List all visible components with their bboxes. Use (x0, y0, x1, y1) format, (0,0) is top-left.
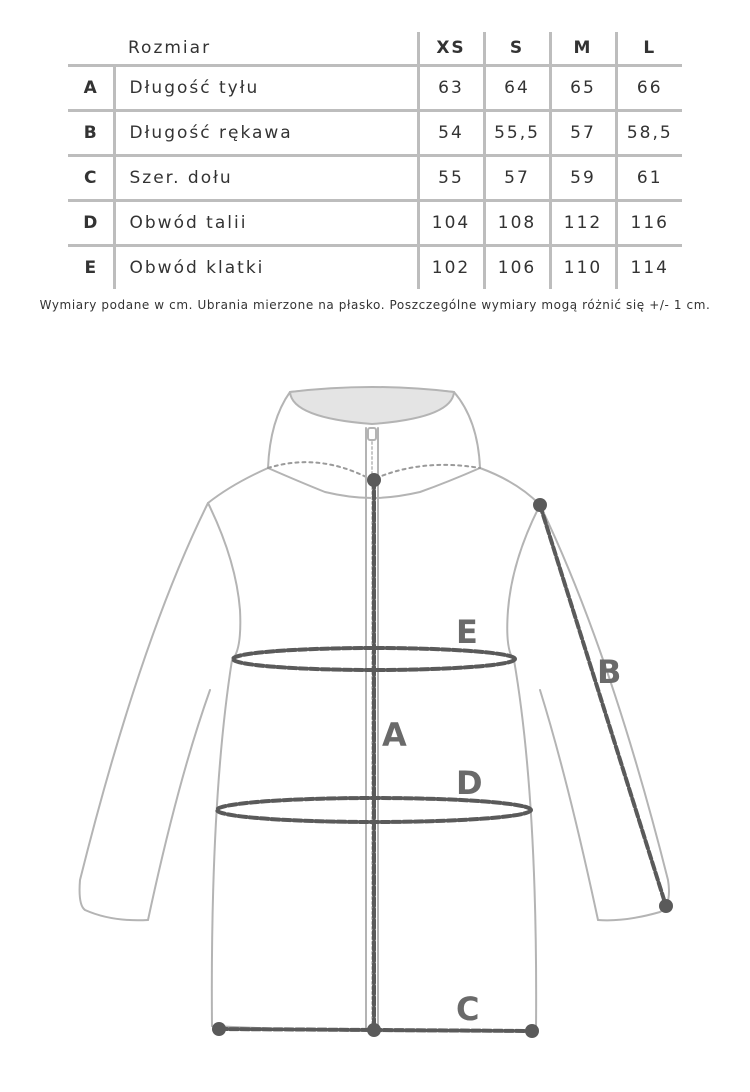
point-c-left (212, 1022, 226, 1036)
header-empty-cell (68, 32, 114, 66)
label-d: D (456, 764, 483, 802)
point-b-cuff (659, 899, 673, 913)
header-size-xs: XS (418, 32, 484, 66)
row-value: 58,5 (616, 111, 682, 156)
row-value: 116 (616, 201, 682, 246)
measurement-lines (217, 480, 666, 1031)
row-value: 64 (484, 66, 550, 111)
row-value: 61 (616, 156, 682, 201)
row-value: 106 (484, 246, 550, 290)
label-c: C (456, 990, 480, 1028)
measurement-note: Wymiary podane w cm. Ubrania mierzone na płasko. Poszczególne wymiary mogą różnić się +/- 1 cm. (39, 298, 711, 312)
row-measure-name: Szer. dołu (114, 156, 418, 201)
header-size-l: L (616, 32, 682, 66)
row-letter: B (68, 111, 114, 156)
point-c-right (525, 1024, 539, 1038)
row-value: 55,5 (484, 111, 550, 156)
point-c-center (367, 1023, 381, 1037)
label-a: A (382, 716, 407, 754)
jacket-diagram (0, 370, 750, 1070)
table-row (68, 201, 682, 246)
row-measure-name: Długość tyłu (114, 66, 418, 111)
row-value: 104 (418, 201, 484, 246)
label-e: E (456, 613, 478, 651)
row-value: 57 (550, 111, 616, 156)
header-size-m: M (550, 32, 616, 66)
row-value: 55 (418, 156, 484, 201)
row-value: 63 (418, 66, 484, 111)
row-measure-name: Obwód talii (114, 201, 418, 246)
table-row (68, 246, 682, 290)
row-measure-name: Obwód klatki (114, 246, 418, 290)
row-letter: A (68, 66, 114, 111)
row-value: 112 (550, 201, 616, 246)
row-value: 108 (484, 201, 550, 246)
point-b-shoulder (533, 498, 547, 512)
row-value: 54 (418, 111, 484, 156)
row-value: 114 (616, 246, 682, 290)
measurement-points (212, 473, 673, 1038)
row-value: 102 (418, 246, 484, 290)
row-value: 59 (550, 156, 616, 201)
header-size-label: Rozmiar (114, 32, 418, 66)
row-letter: D (68, 201, 114, 246)
size-table (68, 32, 682, 289)
table-header-row (68, 32, 682, 66)
row-value: 65 (550, 66, 616, 111)
header-size-s: S (484, 32, 550, 66)
row-measure-name: Długość rękawa (114, 111, 418, 156)
row-value: 66 (616, 66, 682, 111)
point-a-top (367, 473, 381, 487)
row-letter: C (68, 156, 114, 201)
label-b: B (597, 653, 622, 691)
row-letter: E (84, 258, 97, 278)
measure-line-b (540, 505, 666, 906)
row-value: 57 (484, 156, 550, 201)
row-value: 110 (550, 246, 616, 290)
table-row (68, 66, 682, 111)
table-row (68, 111, 682, 156)
table-row (68, 156, 682, 201)
